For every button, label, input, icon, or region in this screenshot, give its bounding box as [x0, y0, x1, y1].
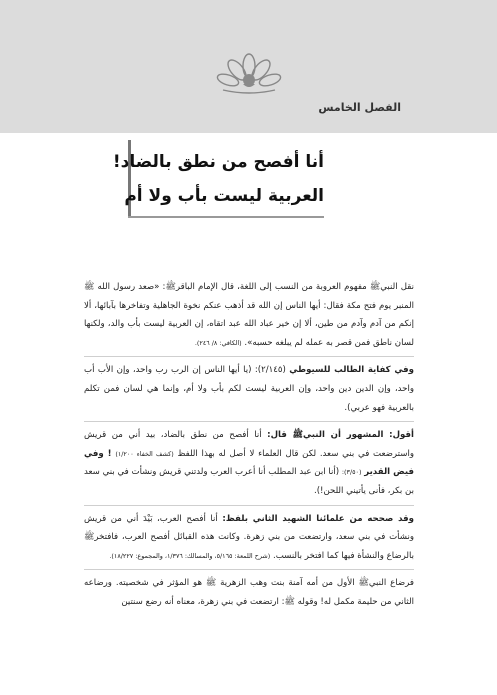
- lotus-ornament-icon: [213, 50, 285, 100]
- paragraph-4: وقد صححه من علمائنا الشهيد الثاني بلفظ: أنا أفصح العرب، بَيْدَ أني من قريش ونشأت في بني سعد، وارتضعت من بني زهرة. وكانت هذه القبائل أفصح العرب، فافتخرﷺ بالرضاع والنشأة فيها كما افتخر بالنسب. (شرح اللمعة: ٥/١٦٥، والمسالك: ١/٣٧٦، والمجموع: ١٨/٢٢٧).: [84, 513, 415, 561]
- paragraph-5: فرضاع النبيﷺ الأول من أمه آمنة بنت وهب الزهرية ﷺ هو المؤثر في شخصيته. ورضاعه الثاني من حليمة مكمل له! وقوله ﷺ: ارتضعت في بني زهرة، معناه أنه رضع سنتين: [84, 578, 414, 607]
- paragraph-separator: [84, 421, 414, 422]
- citation: (٣/٥٠):: [341, 468, 362, 477]
- paragraph-separator: [84, 356, 414, 357]
- chapter-label: الفصل الخامس: [318, 101, 401, 114]
- paragraph-1: نقل النبيﷺ مفهوم العروبة من النسب إلى اللغة، قال الإمام الباقرﷺ: «صعد رسول الله ﷺ المنبر يوم فتح مكة فقال: أيها الناس إن الله قد أذهب عنكم نخوة الجاهلية وتفاخرها بآبائها، ألا إنكم من آدم وآدم من طين، ألا إن خير عباد الله عبد اتقاه، إن العربية ليست بأب والد، ولكنها لسان ناطق فمن قصر به عمله لم يبلغه حسبه». (الكافي: ٨/ ٢٤٦).: [84, 282, 414, 348]
- page-subtitle: العربية ليست بأب ولا أم: [124, 186, 324, 206]
- paragraph-3: أقول: المشهور أن النبيﷺ قال: أنا أفصح من نطق بالضاد، بيد أني من قريش واسترضعت في بني سعد. لكن قال العلماء لا أصل له بهذا اللفظ (كشف الخفاء ١/٢٠٠) ! وفي فيض القدير (٣/٥٠): (أنا ابن عبد المطلب أنا أعرب العرب ولدتني قريش ونشأت في بني سعد بن بكر، فأنى يأتيني اللحن!).: [84, 430, 414, 496]
- citation: (كشف الخفاء ١/٢٠٠): [115, 449, 174, 458]
- title-bottom-rule: [128, 216, 324, 218]
- citation: (شرح اللمعة: ٥/١٦٥، والمسالك: ١/٣٧٦، والمجموع: ١٨/٢٢٧).: [109, 551, 271, 560]
- paragraph-separator: [84, 505, 414, 506]
- citation: (الكافي: ٨/ ٢٤٦).: [194, 338, 242, 347]
- title-box: [112, 140, 324, 218]
- page-title: أنا أفصح من نطق بالضاد!: [112, 152, 324, 172]
- paragraph-2: وفي كفاية الطالب للسيوطي (٢/١٤٥): (يا أيها الناس إن الرب رب واحد، وإن الأب أب واحد، وإن الدين دين واحد، وإن العربية ليست لكم بأب ولا أم، وإنما هي لسان فمن تكلم بالعربية فهو عربي).: [84, 365, 414, 413]
- body-text: [84, 278, 414, 612]
- paragraph-separator: [84, 569, 414, 570]
